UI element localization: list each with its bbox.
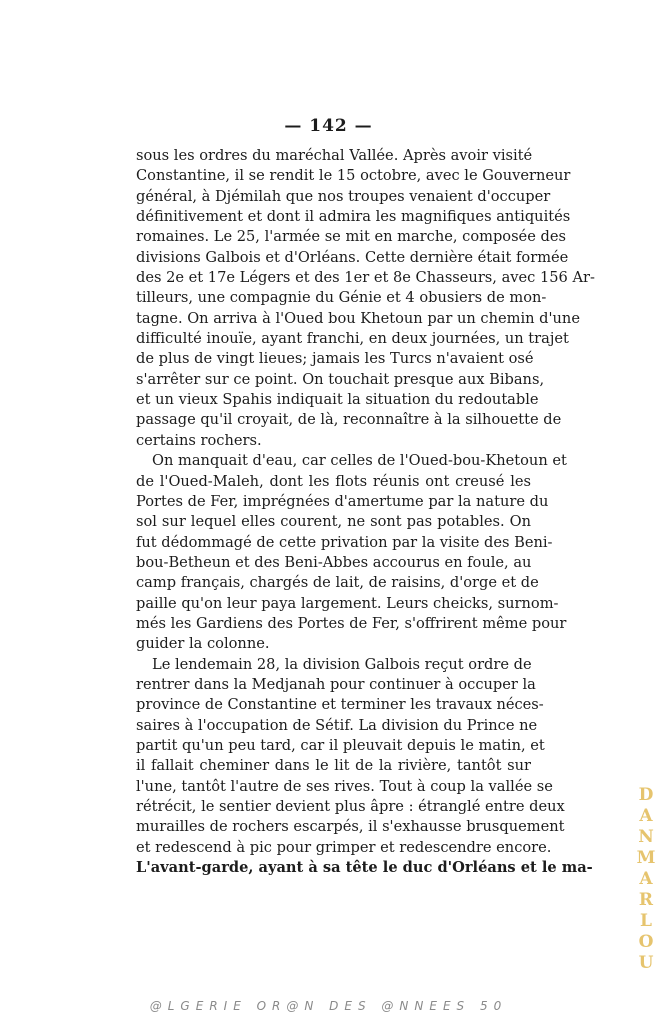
- text-line: sol sur lequel elles courent, ne sont pas potables. On: [136, 513, 531, 531]
- text-line: sous les ordres du maréchal Vallée. Après avoir visité: [136, 147, 533, 164]
- text-line: général, à Djémilah que nos troupes venaient d'occuper: [136, 187, 551, 205]
- text-line: Constantine, il se rendit le 15 octobre, avec le Gouverneur: [136, 167, 571, 185]
- text-line: passage qu'il croyait, de là, reconnaître à la silhouette de: [136, 411, 562, 429]
- text-line: des 2e et 17e Légers et des 1er et 8e Chasseurs, avec 156 Ar-: [136, 269, 595, 287]
- text-line: On manquait d'eau, car celles de l'Oued-bou-Khetoun et: [152, 452, 567, 470]
- text-line: fut dédommagé de cette privation par la visite des Beni-: [136, 533, 553, 551]
- text-line: certains rochers.: [136, 431, 262, 449]
- body-text: [136, 146, 595, 878]
- text-line: bou-Betheun et des Beni-Abbes accourus en foule, au: [136, 553, 532, 571]
- text-line: et redescend à pic pour grimper et redescendre encore.: [136, 838, 552, 856]
- text-line: L'avant-garde, ayant à sa tête le duc d'Orléans et le ma-: [136, 859, 593, 877]
- footer-caption: @LGERIE OR@N DES @NNEES 50: [149, 999, 508, 1013]
- text-line: de plus de vingt lieues; jamais les Turcs n'avaient osé: [136, 350, 534, 368]
- text-line: romaines. Le 25, l'armée se mit en marche, composée des: [136, 228, 566, 246]
- text-line: l'une, tantôt l'autre de ses rives. Tout à coup la vallée se: [136, 777, 553, 795]
- page-number: — 142 —: [284, 116, 373, 136]
- text-line: rentrer dans la Medjanah pour continuer à occuper la: [136, 675, 536, 693]
- text-line: s'arrêter sur ce point. On touchait presque aux Bibans,: [136, 370, 545, 388]
- text-line: Portes de Fer, imprégnées d'amertume par la nature du: [136, 492, 549, 510]
- text-line: il fallait cheminer dans le lit de la rivière, tantôt sur: [136, 757, 531, 775]
- text-line: et un vieux Spahis indiquait la situation du redoutable: [136, 391, 539, 409]
- text-line: définitivement et dont il admira les magnifiques antiquités: [136, 208, 571, 226]
- watermark: DANMARLOU: [636, 785, 656, 974]
- text-line: camp français, chargés de lait, de raisins, d'orge et de: [136, 574, 539, 592]
- text-line: difficulté inouïe, ayant franchi, en deux journées, un trajet: [136, 330, 569, 348]
- text-line: de l'Oued-Maleh, dont les flots réunis ont creusé les: [136, 472, 531, 490]
- text-line: divisions Galbois et d'Orléans. Cette dernière était formée: [136, 248, 569, 266]
- text-line: rétrécit, le sentier devient plus âpre : étranglé entre deux: [136, 798, 565, 815]
- text-line: Le lendemain 28, la division Galbois reçut ordre de: [152, 655, 532, 673]
- text-line: més les Gardiens des Portes de Fer, s'offrirent même pour: [136, 614, 567, 632]
- text-line: tagne. On arriva à l'Oued bou Khetoun par un chemin d'une: [136, 309, 580, 327]
- text-line: guider la colonne.: [136, 635, 270, 653]
- text-line: partit qu'un peu tard, car il pleuvait depuis le matin, et: [136, 736, 545, 754]
- text-line: tilleurs, une compagnie du Génie et 4 obusiers de mon-: [136, 289, 547, 307]
- text-line: saires à l'occupation de Sétif. La division du Prince ne: [136, 716, 538, 734]
- text-line: paille qu'on leur paya largement. Leurs cheicks, surnom-: [136, 594, 559, 612]
- text-line: province de Constantine et terminer les travaux néces-: [136, 696, 544, 714]
- text-line: murailles de rochers escarpés, il s'exhausse brusquement: [136, 818, 565, 836]
